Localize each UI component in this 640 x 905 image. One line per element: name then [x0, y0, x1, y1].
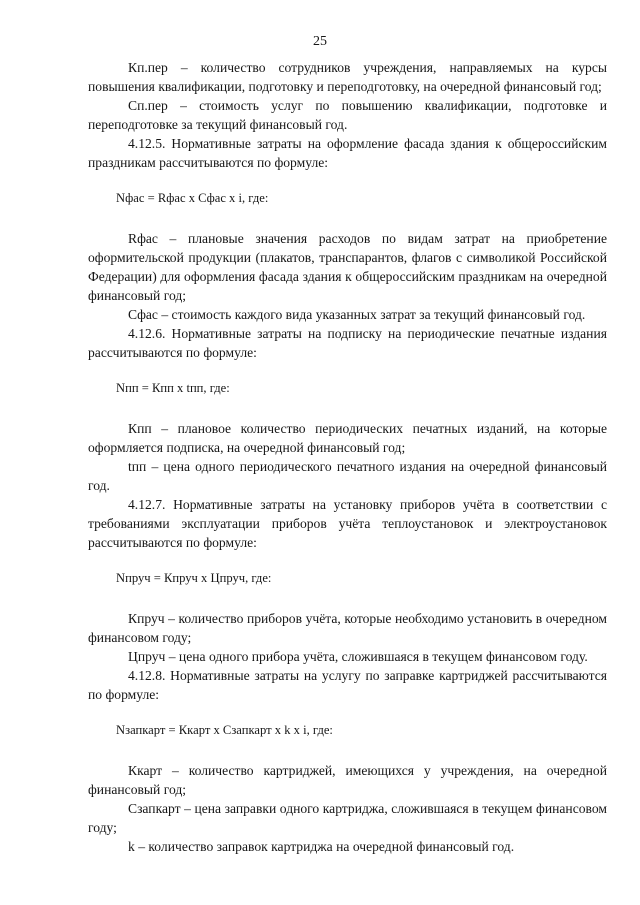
formula-n-pp: Nпп = Кпп x tпп, где: [116, 381, 230, 395]
formula-n-zapkart: Nзапкарт = Ккарт x Сзапкарт x k x i, где: [116, 723, 333, 737]
formula-n-pruch: Nпруч = Кпруч x Цпруч, где: [116, 571, 272, 585]
paragraph-r-fas: Rфас – плановые значения расходов по видам затрат на приобретение оформительской продукции (плакатов, транспарантов, флагов с символикой Российской Федерации) для оформления фасада здания к общероссийским праздникам на очередной финансовый год; [88, 231, 607, 303]
paragraph-kp-per: Кп.пер – количество сотрудников учреждения, направляемых на курсы повышения квалификации, подготовку и переподготовку, на очередной финансовый год; [88, 60, 607, 94]
paragraph-s-fas: Сфас – стоимость каждого вида указанных затрат за текущий финансовый год. [128, 307, 586, 322]
formula-n-fas: Nфас = Rфас x Сфас x i, где: [116, 191, 269, 205]
paragraph-4-12-8: 4.12.8. Нормативные затраты на услугу по заправке картриджей рассчитываются по формуле: [88, 668, 607, 702]
page-content [88, 58, 607, 856]
page-number: 25 [313, 34, 327, 49]
paragraph-t-pp: tпп – цена одного периодического печатного издания на очередной финансовый год. [88, 459, 607, 493]
paragraph-k-kart: Ккарт – количество картриджей, имеющихся у учреждения, на очередной финансовый год; [88, 763, 607, 797]
paragraph-c-pruch: Цпруч – цена одного прибора учёта, сложившаяся в текущем финансовом году. [128, 649, 588, 664]
paragraph-sp-per: Сп.пер – стоимость услуг по повышению квалификации, подготовке и переподготовке за текущий финансовый год. [88, 98, 607, 132]
paragraph-4-12-5: 4.12.5. Нормативные затраты на оформление фасада здания к общероссийским праздникам рассчитываются по формуле: [88, 136, 607, 170]
paragraph-k-pp: Кпп – плановое количество периодических печатных изданий, на которые оформляется подписка, на очередной финансовый год; [88, 421, 607, 455]
paragraph-4-12-6: 4.12.6. Нормативные затраты на подписку на периодические печатные издания рассчитываются по формуле: [88, 326, 607, 360]
paragraph-4-12-7: 4.12.7. Нормативные затраты на установку приборов учёта в соответствии с требованиями эксплуатации приборов учёта теплоустановок и электроустановок рассчитываются по формуле: [88, 497, 607, 550]
paragraph-k-pruch: Кпруч – количество приборов учёта, которые необходимо установить в очередном финансовом году; [88, 611, 607, 645]
paragraph-k-count: k – количество заправок картриджа на очередной финансовый год. [128, 839, 515, 854]
paragraph-s-zapkart: Сзапкарт – цена заправки одного картриджа, сложившаяся в текущем финансовом году; [88, 801, 607, 835]
